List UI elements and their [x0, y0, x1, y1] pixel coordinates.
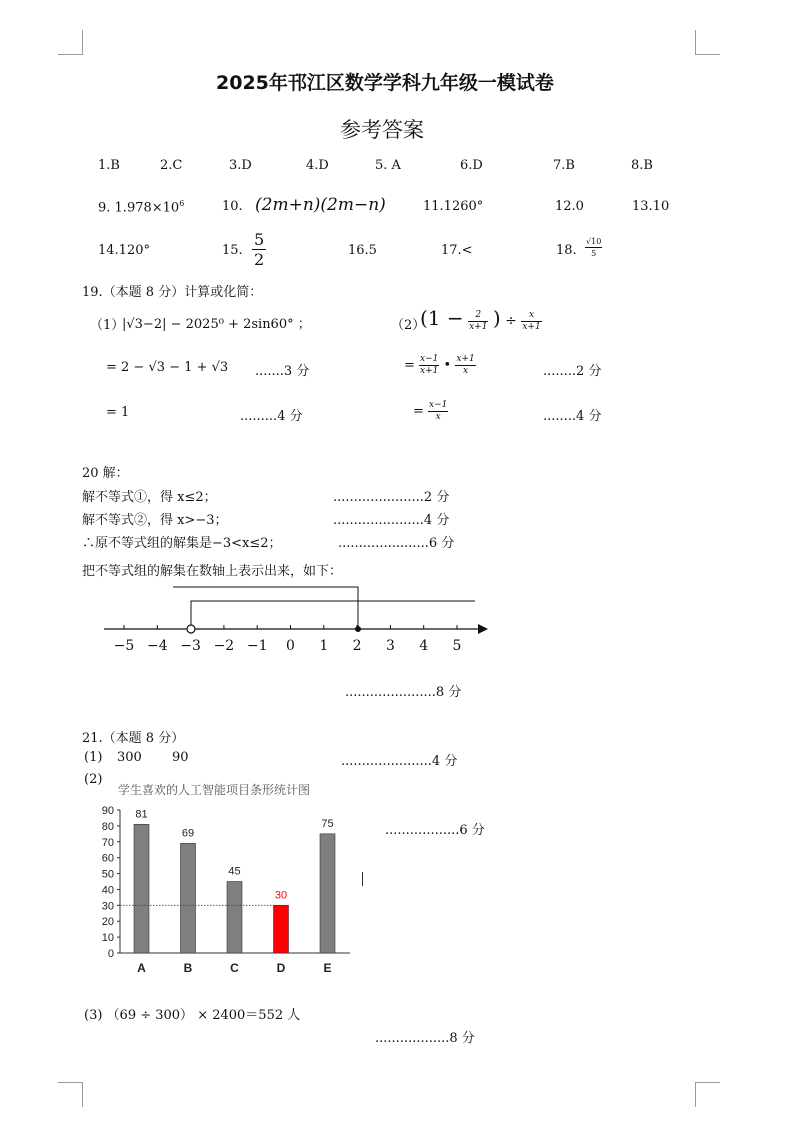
- q19-part2-label: （2）: [391, 318, 426, 333]
- page-subtitle: 参考答案: [340, 118, 424, 142]
- answer-17: 17.<: [441, 243, 473, 258]
- q21-part3-points: ..................8 分: [375, 1031, 475, 1046]
- closed-point-2: [355, 626, 361, 632]
- chart-ytick-label: 30: [101, 900, 114, 913]
- number-line-label: 2: [352, 638, 362, 654]
- chart-data-label: 81: [135, 808, 148, 821]
- number-line-label: −5: [113, 638, 135, 654]
- chart-category-label: C: [230, 961, 239, 975]
- chart-category-label: A: [137, 961, 146, 975]
- number-line-label: 3: [385, 638, 395, 654]
- q21-part2-points: ..................6 分: [385, 823, 485, 838]
- chart-ytick-label: 90: [101, 805, 114, 817]
- q19-part2-step2: = $\frac{x-1}{x}$: [413, 400, 448, 422]
- answer-13: 13.10: [632, 199, 670, 214]
- bracket-x-le-2: [173, 587, 358, 629]
- number-line-label: −2: [213, 638, 235, 654]
- answer-6: 6.D: [460, 158, 483, 173]
- q20-line2-points: ......................4 分: [333, 513, 450, 528]
- q21-heading: 21.（本题 8 分）: [82, 731, 185, 746]
- number-line-label: 0: [286, 638, 295, 654]
- q20-line2: 解不等式②，得 x>−3；: [82, 513, 228, 528]
- chart-ytick-label: 40: [101, 884, 114, 897]
- chart-category-label: B: [183, 961, 193, 975]
- q21-part2-label: (2): [84, 772, 103, 787]
- number-line-label: 4: [419, 638, 429, 654]
- chart-bar-D: [274, 905, 289, 953]
- q19-part1-step2: = 1: [106, 405, 130, 420]
- answer-16: 16.5: [348, 243, 377, 258]
- number-line-label: 5: [452, 638, 462, 654]
- chart-category-label: E: [323, 961, 332, 975]
- q21-part1-label: (1): [84, 750, 103, 765]
- number-line-arrow: [478, 624, 488, 634]
- q20-final-points: ......................8 分: [345, 685, 462, 700]
- chart-category-label: D: [276, 961, 286, 975]
- q19-part1-label: （1）: [90, 318, 125, 333]
- bracket-x-gt-minus3: [191, 601, 475, 629]
- q21-part1-points: ......................4 分: [341, 754, 458, 769]
- q19-heading: 19.（本题 8 分）计算或化简：: [82, 285, 263, 300]
- number-line-label: −1: [246, 638, 268, 654]
- q19-part2-step2-points: ........4 分: [543, 409, 602, 424]
- number-line-label: −3: [180, 638, 201, 654]
- answer-1: 1.B: [98, 158, 120, 173]
- chart-ytick-label: 0: [107, 948, 114, 960]
- answer-9: 9. $1.978\times 10^6$: [98, 199, 185, 216]
- answer-4: 4.D: [306, 158, 329, 173]
- chart-ytick-label: 10: [101, 932, 114, 945]
- answer-10: (2m+n)(2m−n): [255, 195, 386, 215]
- number-line-label: −4: [146, 638, 168, 654]
- chart-ytick-label: 50: [101, 868, 114, 881]
- bar-chart: [80, 800, 370, 985]
- chart-data-label: 30: [274, 889, 288, 902]
- q20-line1: 解不等式①，得 x≤2；: [82, 490, 217, 505]
- q19-part2-step1: = $\frac{x-1}{x+1}$ • $\frac{x+1}{x}$: [404, 354, 475, 376]
- chart-bar-C: [227, 882, 242, 954]
- text-cursor: [362, 872, 363, 886]
- q19-part1-expression: |√3−2| − 2025⁰ + 2sin60° ；: [122, 317, 311, 332]
- answer-18-label: 18.: [556, 243, 577, 258]
- q20-line4: 把不等式组的解集在数轴上表示出来，如下：: [82, 564, 343, 579]
- chart-ytick-label: 80: [101, 820, 114, 833]
- q20-heading: 20 解：: [82, 466, 129, 481]
- q20-line3-points: ......................6 分: [338, 536, 455, 551]
- answer-15-fraction: 5 2: [254, 230, 265, 269]
- q20-line3: ∴原不等式组的解集是−3<x≤2；: [82, 536, 282, 551]
- chart-title: 学生喜欢的人工智能项目条形统计图: [118, 783, 311, 797]
- chart-data-label: 45: [228, 865, 241, 878]
- chart-data-label: 69: [181, 827, 195, 840]
- number-line-label: 1: [319, 638, 329, 654]
- chart-ytick-label: 60: [101, 852, 114, 865]
- page-title: 2025年邗江区数学学科九年级一模试卷: [216, 72, 554, 94]
- chart-ytick-label: 20: [101, 916, 114, 929]
- open-point-minus3: [187, 625, 195, 633]
- answer-8: 8.B: [631, 158, 653, 173]
- q19-part2-step1-points: ........2 分: [543, 364, 602, 379]
- q21-part3: (3) （69 ÷ 300） × 2400＝552 人: [84, 1008, 301, 1023]
- answer-3: 3.D: [229, 158, 252, 173]
- answer-7: 7.B: [553, 158, 575, 173]
- q19-part1-step1-points: .......3 分: [255, 364, 310, 379]
- crop-mark-bottom-left: [58, 1082, 83, 1107]
- answer-10-label: 10.: [222, 199, 243, 214]
- chart-ytick-label: 70: [101, 836, 114, 849]
- answer-14: 14.120°: [98, 243, 150, 258]
- answer-18-fraction: $\frac{√10}{5}$: [586, 237, 602, 258]
- crop-mark-bottom-right: [695, 1082, 720, 1107]
- q19-part1-step2-points: .........4 分: [240, 409, 303, 424]
- chart-bar-A: [134, 824, 149, 953]
- answer-2: 2.C: [160, 158, 183, 173]
- q19-part2-expression: (1 − $\frac{2}{x+1}$ ) ÷ $\frac{x}{x+1}$: [420, 306, 541, 332]
- answer-11: 11.1260°: [423, 199, 484, 214]
- answer-5: 5. A: [375, 158, 401, 173]
- answer-12: 12.0: [555, 199, 584, 214]
- q21-part1-answer-a: 300: [117, 750, 142, 765]
- q21-part1-answer-b: 90: [172, 750, 189, 765]
- q19-part1-step1: = 2 − √3 − 1 + √3: [106, 360, 229, 375]
- q20-line1-points: ......................2 分: [333, 490, 450, 505]
- crop-mark-top-right: [695, 30, 720, 55]
- number-line-labels: [114, 638, 462, 654]
- number-line: [100, 582, 500, 662]
- chart-bar-E: [320, 834, 335, 953]
- chart-data-label: 75: [321, 817, 334, 830]
- answer-15-label: 15.: [222, 243, 243, 258]
- crop-mark-top-left: [58, 30, 83, 55]
- chart-bar-B: [181, 843, 196, 953]
